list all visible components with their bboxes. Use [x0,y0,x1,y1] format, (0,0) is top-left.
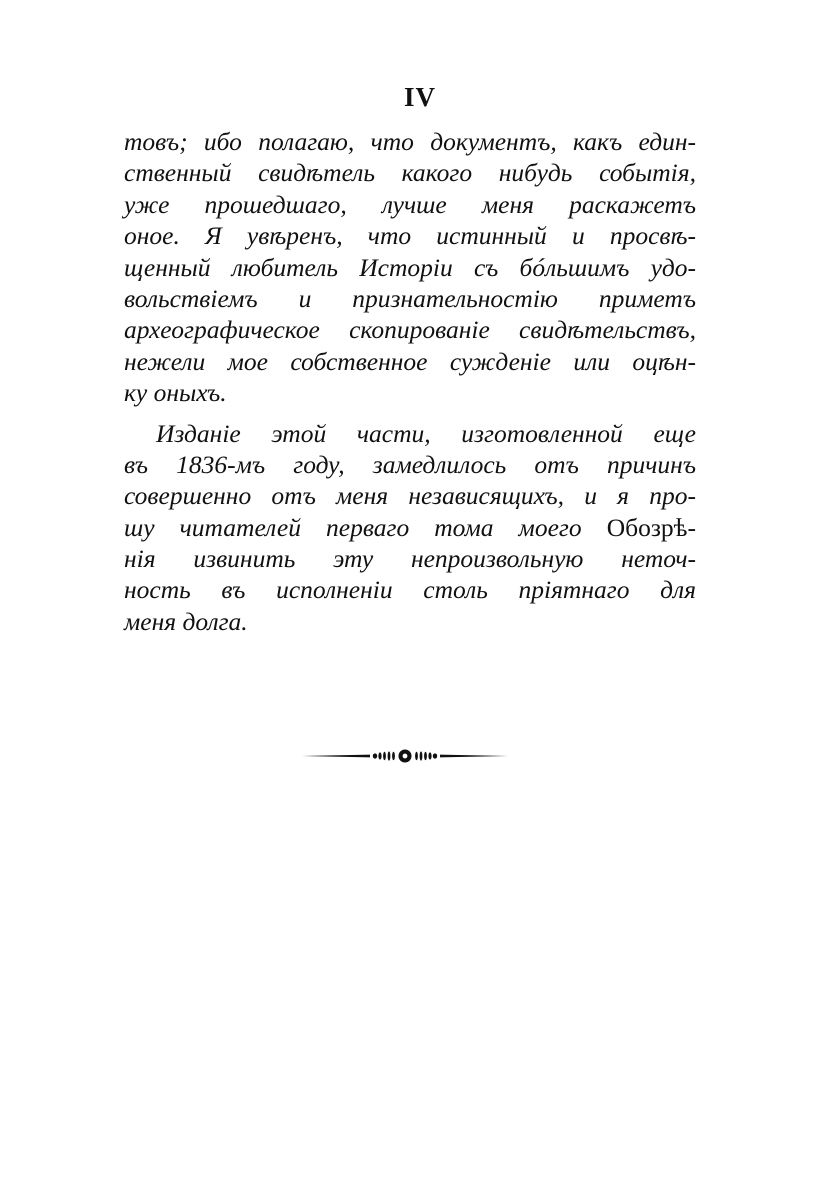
text-line: уже прошедшаго, лучше меня раскажетъ [124,189,696,219]
page-number: IV [403,82,436,112]
text-line: щенный любитель Исторіи съ бóльшимъ удо- [124,252,696,282]
text-line: меня долга. [124,606,248,636]
text-line: нія извинить эту непроизвольную неточ- [124,544,696,574]
text-line: вольствіемъ и признательностію приметъ [124,283,696,313]
text-line: археографическое скопированіе свидѣтельствъ, [124,315,696,345]
text-line: оное. Я увѣренъ, что истинный и просвѣ- [124,221,696,251]
text-line: совершенно отъ меня независящихъ, и я про- [124,481,696,511]
text-line: ственный свидѣтель какого нибудь событія, [124,158,696,188]
flourish-divider-icon [300,743,510,769]
text-line: ность въ исполненіи столь пріятнаго для [124,575,696,605]
body-text [124,126,696,637]
text-line [124,512,696,543]
text-line: товъ; ибо полагаю, что документъ, какъ един- [124,127,696,156]
upright-word: Обозрѣ- [606,512,696,542]
paragraph-2 [124,418,696,638]
text-line: въ 1836-мъ году, замедлилось отъ причинъ [124,449,696,479]
text-line-part: шу читателей перваго тома моего [124,512,607,542]
paragraph-1 [124,126,696,409]
paragraph-gap [124,409,696,418]
text-line: Изданіе этой части, изготовленной еще [156,418,696,448]
text-line: нежели мое собственное сужденіе или оцѣн- [124,346,696,376]
text-line: ку оныхъ. [124,378,227,408]
